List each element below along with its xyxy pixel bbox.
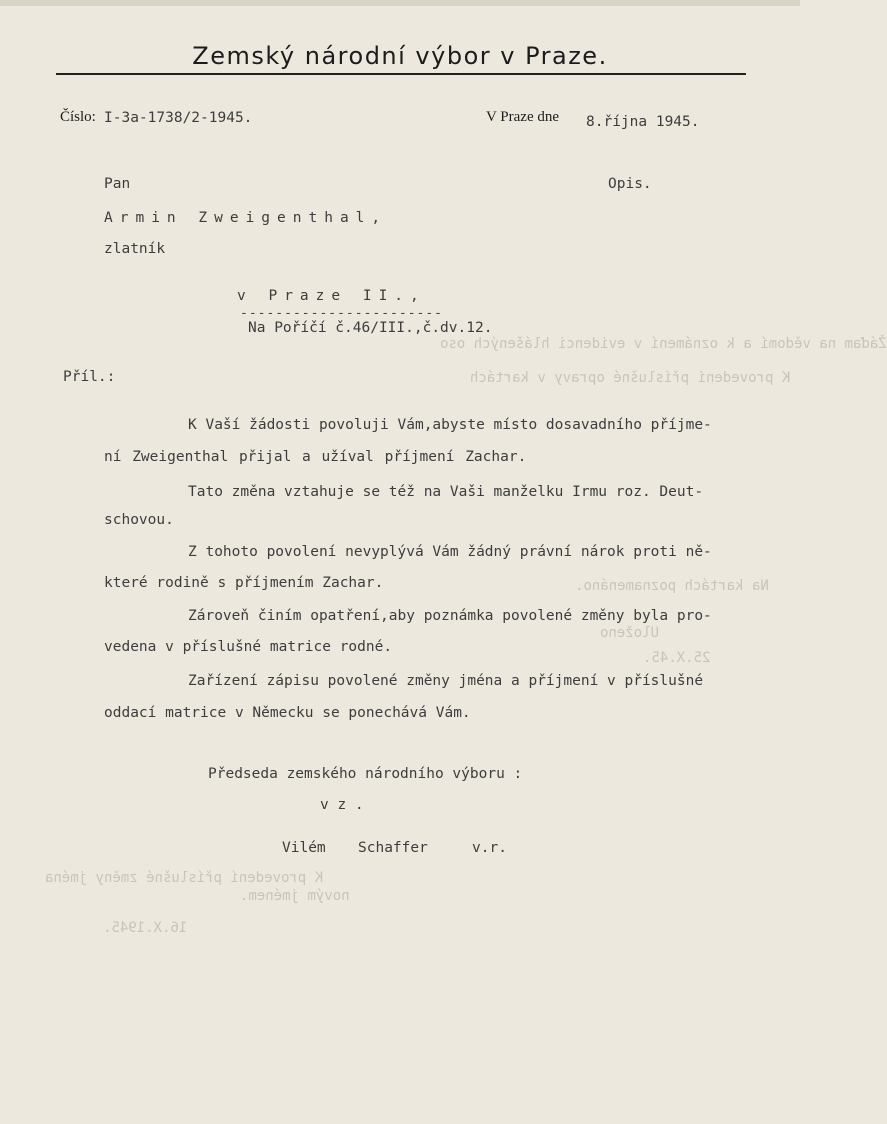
copy-mark: Opis.	[608, 176, 652, 192]
signatory-first-name: Vilém	[282, 840, 326, 856]
reference-number: I-3a-1738/2-1945.	[104, 110, 253, 126]
enclosure-label: Příl.:	[63, 369, 116, 385]
bleed-through-text: Na kartách poznamenáno.	[575, 578, 769, 594]
addressee-occupation: zlatník	[104, 241, 166, 257]
body-line: oddací matrice v Německu se ponechává Vám.	[104, 705, 471, 721]
document-date: 8.října 1945.	[586, 114, 700, 130]
signed-mark: v.r.	[472, 840, 507, 856]
body-line: Zařízení zápisu povolené změny jména a příjmení v příslušné	[188, 673, 704, 689]
body-line: Tato změna vztahuje se též na Vaši manželku Irmu roz. Deut-	[188, 484, 704, 500]
bleed-through-text: 25.X.45.	[643, 650, 711, 666]
bleed-through-text: 16.X.1945.	[103, 920, 188, 936]
body-line: K Vaší žádosti povoluji Vám,abyste místo dosavadního příjme-	[188, 417, 712, 433]
body-line: které rodině s příjmením Zachar.	[104, 575, 384, 591]
city-underline: -----------------------	[240, 306, 444, 321]
signatory-title: Předseda zemského národního výboru :	[208, 766, 523, 782]
body-line: schovou.	[104, 512, 174, 528]
bleed-through-text: K provedení příslušné opravy v kartách	[470, 370, 791, 386]
letterhead-rule	[56, 73, 746, 75]
reference-label: Číslo:	[60, 109, 96, 125]
addressee-name: Armin Zweigenthal,	[104, 210, 388, 226]
bleed-through-text: Uloženo	[600, 625, 660, 641]
signatory-last-name: Schaffer	[358, 840, 428, 856]
body-line: vedena v příslušné matrice rodné.	[104, 639, 393, 655]
place-label: V Praze dne	[486, 109, 560, 125]
addressee-city: v Praze II.,	[237, 288, 426, 304]
body-line: Zároveň činím opatření,aby poznámka povolené změny byla pro-	[188, 608, 712, 624]
body-line: Z tohoto povolení nevyplývá Vám žádný právní nárok proti ně-	[188, 544, 712, 560]
body-line: ní Zweigenthal přijal a užíval příjmení Zachar.	[104, 449, 527, 465]
salutation: Pan	[104, 176, 131, 192]
bleed-through-text: Žáďam na vědomí a k oznámení v evidenci hlášených oso	[440, 336, 887, 352]
addressee-street: Na Poříčí č.46/III.,č.dv.12.	[248, 320, 493, 336]
on-behalf-mark: v z .	[320, 797, 364, 813]
page-edge	[0, 0, 800, 6]
bleed-through-text: novým jménem.	[240, 888, 350, 904]
letterhead-title: Zemský národní výbor v Praze.	[192, 42, 608, 70]
bleed-through-text: K provedení příslušné změny jména	[45, 870, 324, 886]
